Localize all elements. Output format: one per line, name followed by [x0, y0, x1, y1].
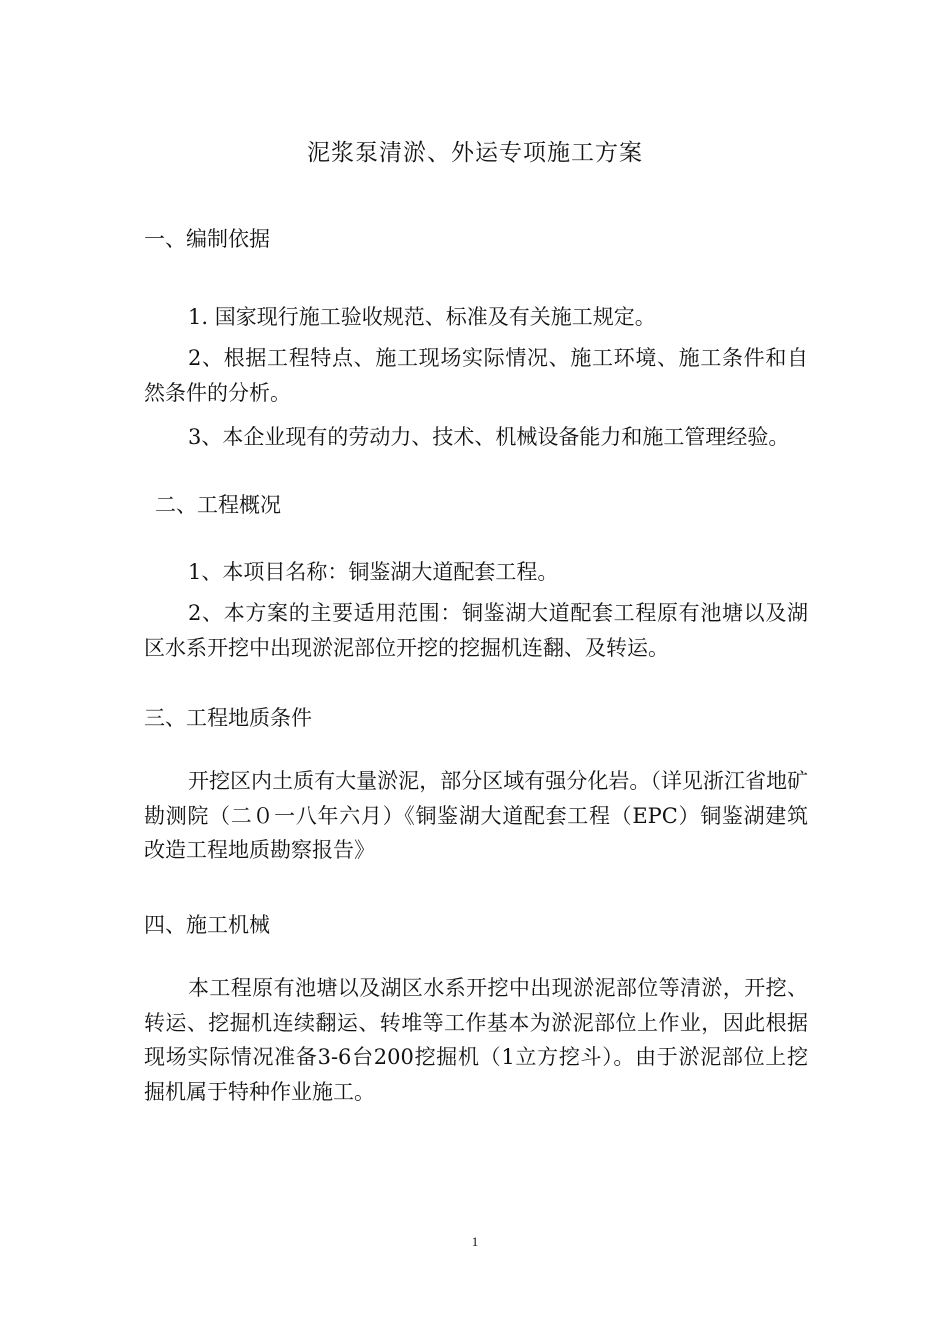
paragraph-machinery-1: 本工程原有池塘以及湖区水系开挖中出现淤泥部位等清淤，开挖、转运、挖掘机连续翻运、转堆等工作基本为淤泥部位上作业，因此根据现场实际情况准备3-6台200挖掘机（1立方挖斗）。由于淤泥部位上挖掘机属于特种作业施工。 — [144, 976, 808, 1104]
paragraph-overview-1: 1、本项目名称：铜鉴湖大道配套工程。 — [188, 560, 559, 584]
section-heading-machinery: 四、施工机械 — [144, 913, 270, 937]
paragraph-geology-1: 开挖区内土质有大量淤泥，部分区域有强分化岩。（详见浙江省地矿勘测院（二０一八年六月）《铜鉴湖大道配套工程（EPC）铜鉴湖建筑改造工程地质勘察报告》 — [144, 769, 808, 862]
page-number: 1 — [471, 1234, 479, 1249]
paragraph-basis-2: 2、根据工程特点、施工现场实际情况、施工环境、施工条件和自然条件的分析。 — [144, 346, 808, 405]
paragraph-overview-2: 2、本方案的主要适用范围：铜鉴湖大道配套工程原有池塘以及湖区水系开挖中出现淤泥部位开挖的挖掘机连翻、及转运。 — [144, 601, 808, 660]
section-heading-geology: 三、工程地质条件 — [144, 706, 312, 730]
paragraph-basis-1: 1. 国家现行施工验收规范、标准及有关施工规定。 — [188, 305, 656, 329]
section-heading-basis: 一、编制依据 — [144, 227, 270, 251]
section-heading-overview: 二、工程概况 — [155, 493, 281, 517]
document-title: 泥浆泵清淤、外运专项施工方案 — [307, 140, 643, 166]
paragraph-basis-3: 3、本企业现有的劳动力、技术、机械设备能力和施工管理经验。 — [188, 425, 790, 449]
